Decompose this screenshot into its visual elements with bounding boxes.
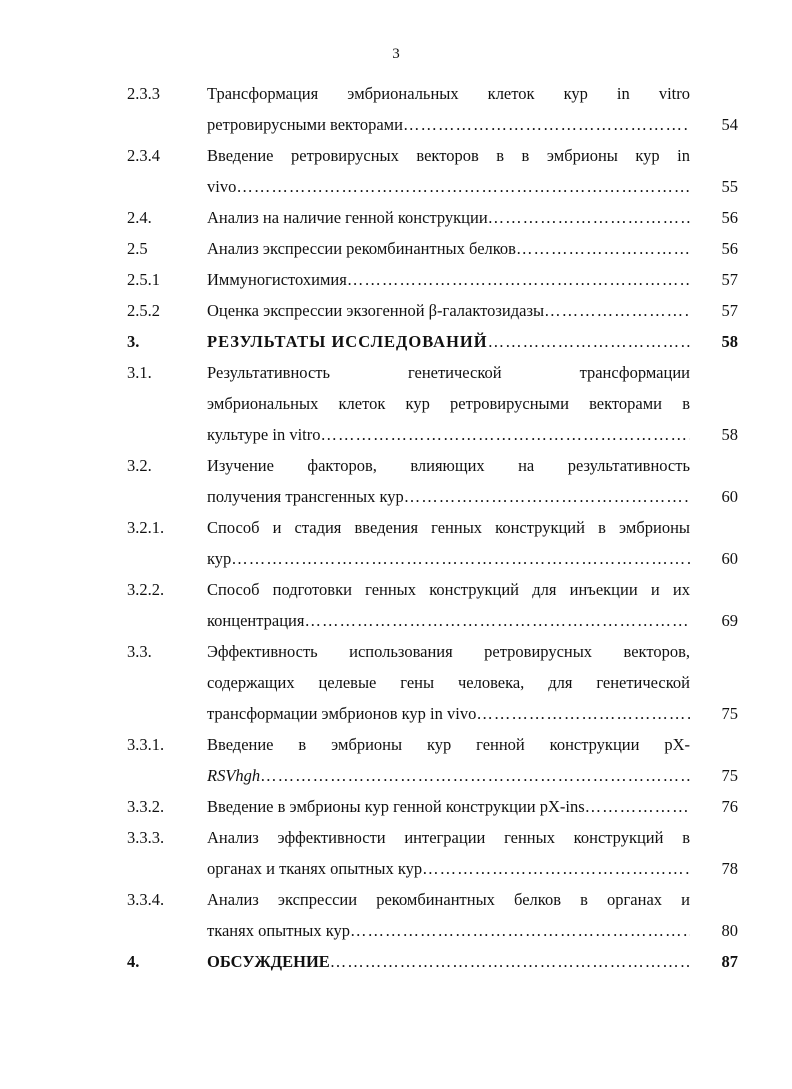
entry-number: 3.2.2. xyxy=(127,580,165,599)
entry-page: 55 xyxy=(721,177,738,196)
entry-title-line: получения трансгенных кур xyxy=(207,487,404,506)
leader-dots xyxy=(516,233,690,264)
leader-dots xyxy=(403,109,690,140)
leader-dots xyxy=(404,481,690,512)
leader-dots xyxy=(350,915,690,946)
leader-dots xyxy=(260,760,690,791)
entry-number: 2.5.2 xyxy=(127,301,160,320)
entry-number: 3.3.4. xyxy=(127,890,165,909)
entry-title-line: культуре in vitro xyxy=(207,425,321,444)
leader-dots xyxy=(422,853,690,884)
entry-number: 3.1. xyxy=(127,363,152,382)
toc-entry-2-5[interactable] xyxy=(0,233,792,264)
entry-title-line: Анализ эффективности интеграции генных конструкций в xyxy=(207,828,690,847)
entry-title-line: Трансформация эмбриональных клеток кур in vitro xyxy=(207,84,690,103)
toc-entry-2-5-1[interactable] xyxy=(0,264,792,295)
toc-entry-3-2-1[interactable] xyxy=(0,512,792,574)
entry-page: 57 xyxy=(721,270,738,289)
entry-page: 56 xyxy=(721,208,738,227)
entry-number: 2.5.1 xyxy=(127,270,160,289)
entry-page: 58 xyxy=(721,332,738,351)
entry-number: 2.3.3 xyxy=(127,84,160,103)
leader-dots xyxy=(476,698,690,729)
toc-entry-2-3-4[interactable] xyxy=(0,140,792,202)
entry-page: 56 xyxy=(721,239,738,258)
entry-title-line: эмбриональных клеток кур ретровирусными векторами в xyxy=(207,394,690,413)
leader-dots xyxy=(488,202,690,233)
entry-number: 3.3.2. xyxy=(127,797,165,816)
entry-title-line: Изучение факторов, влияющих на результативность xyxy=(207,456,690,475)
leader-dots xyxy=(330,946,690,977)
toc-entry-3-2[interactable] xyxy=(0,450,792,512)
leader-dots xyxy=(544,295,690,326)
entry-number: 3.3.1. xyxy=(127,735,165,754)
entry-title-line: Способ и стадия введения генных конструкций в эмбрионы xyxy=(207,518,690,537)
entry-page: 58 xyxy=(721,425,738,444)
leader-dots xyxy=(321,419,690,450)
entry-page: 54 xyxy=(721,115,738,134)
entry-number: 3.2. xyxy=(127,456,152,475)
leader-dots xyxy=(585,791,690,822)
entry-title-line: концентрация xyxy=(207,611,305,630)
leader-dots xyxy=(488,326,690,357)
toc-entry-4[interactable] xyxy=(0,946,792,977)
entry-title-line: RSVhgh xyxy=(207,766,261,785)
entry-number: 3.2.1. xyxy=(127,518,165,537)
entry-page: 60 xyxy=(721,549,738,568)
entry-number: 3.3.3. xyxy=(127,828,165,847)
entry-number: 3.3. xyxy=(127,642,152,661)
table-of-contents xyxy=(0,78,792,977)
entry-page: 75 xyxy=(721,704,738,723)
entry-title-line: Эффективность использования ретровирусных векторов, xyxy=(207,642,690,661)
toc-entry-2-4[interactable] xyxy=(0,202,792,233)
entry-title-line: Введение в эмбрионы кур генной конструкции pX-ins xyxy=(207,797,585,816)
entry-page: 80 xyxy=(721,921,738,940)
entry-page: 60 xyxy=(721,487,738,506)
entry-title-line: тканях опытных кур xyxy=(207,921,351,940)
toc-entry-3[interactable] xyxy=(0,326,792,357)
entry-page: 57 xyxy=(721,301,738,320)
entry-title-line: Анализ экспрессии рекомбинантных белков xyxy=(207,239,516,258)
entry-title-line: Оценка экспрессии экзогенной β-галактозидазы xyxy=(207,301,545,320)
entry-page: 69 xyxy=(721,611,738,630)
entry-title-line: ОБСУЖДЕНИЕ xyxy=(207,952,330,971)
entry-page: 78 xyxy=(721,859,738,878)
page-number: 3 xyxy=(392,46,400,62)
toc-entry-3-2-2[interactable] xyxy=(0,574,792,636)
toc-entry-3-3[interactable] xyxy=(0,636,792,729)
entry-title-line: Способ подготовки генных конструкций для инъекции и их xyxy=(207,580,690,599)
toc-entry-3-1[interactable] xyxy=(0,357,792,450)
entry-title-line: Результативность генетической трансформации xyxy=(207,363,690,382)
entry-number: 2.3.4 xyxy=(127,146,160,165)
toc-entry-2-5-2[interactable] xyxy=(0,295,792,326)
entry-title-line: РЕЗУЛЬТАТЫ ИССЛЕДОВАНИЙ xyxy=(207,332,488,351)
entry-title-line: Иммуногистохимия xyxy=(207,270,347,289)
entry-title-line: Анализ на наличие генной конструкции xyxy=(207,208,488,227)
leader-dots xyxy=(304,605,690,636)
leader-dots xyxy=(347,264,690,295)
toc-entry-3-3-1[interactable] xyxy=(0,729,792,791)
entry-title-line: трансформации эмбрионов кур in vivo xyxy=(207,704,477,723)
entry-title-line: Анализ экспрессии рекомбинантных белков в органах и xyxy=(207,890,690,909)
toc-entry-2-3-3[interactable] xyxy=(0,78,792,140)
toc-entry-3-3-4[interactable] xyxy=(0,884,792,946)
entry-title-line: Введение в эмбрионы кур генной конструкции pX- xyxy=(207,735,690,754)
entry-title-line: органах и тканях опытных кур xyxy=(207,859,423,878)
entry-number: 4. xyxy=(127,952,140,971)
entry-title-line: vivo xyxy=(207,177,237,196)
toc-entry-3-3-2[interactable] xyxy=(0,791,792,822)
entry-page: 75 xyxy=(721,766,738,785)
leader-dots xyxy=(231,543,690,574)
entry-page: 76 xyxy=(721,797,738,816)
entry-page: 87 xyxy=(721,952,738,971)
toc-entry-3-3-3[interactable] xyxy=(0,822,792,884)
entry-title-line: содержащих целевые гены человека, для генетической xyxy=(207,673,690,692)
entry-title-line: кур xyxy=(207,549,232,568)
leader-dots xyxy=(236,171,690,202)
entry-number: 2.5 xyxy=(127,239,148,258)
entry-number: 3. xyxy=(127,332,140,351)
entry-title-line: Введение ретровирусных векторов в в эмбрионы кур in xyxy=(207,146,690,165)
entry-title-line: ретровирусными векторами xyxy=(207,115,403,134)
entry-number: 2.4. xyxy=(127,208,152,227)
